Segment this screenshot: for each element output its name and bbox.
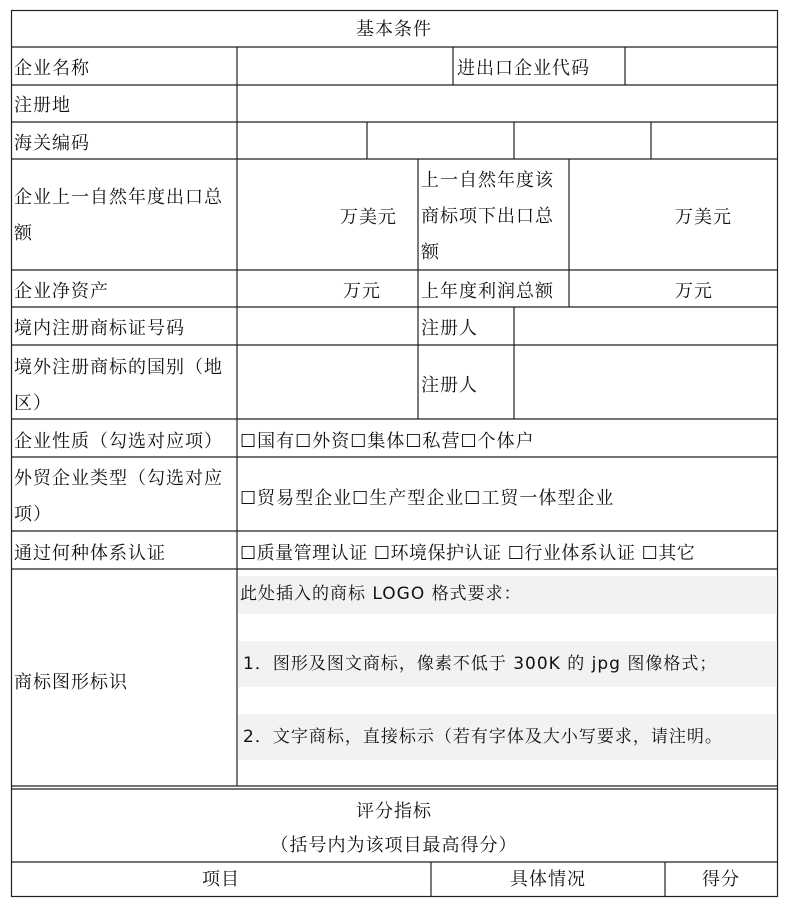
logo-req-title: 此处插入的商标 LOGO 格式要求： xyxy=(240,584,522,604)
logo-req-1: 1．图形及图文商标，像素不低于 300K 的 jpg 图像格式； xyxy=(243,654,718,674)
col-header-item: 项目 xyxy=(202,869,240,890)
label-customs-code: 海关编码 xyxy=(14,133,90,154)
label-company-name: 企业名称 xyxy=(14,58,90,79)
label-enterprise-nature: 企业性质（勾选对应项） xyxy=(14,431,223,452)
scoring-subtitle: （括号内为该项目最高得分） xyxy=(270,835,518,856)
label-trade-type: 外贸企业类型（勾选对应项） xyxy=(14,468,223,525)
label-foreign-tm: 境外注册商标的国别（地区） xyxy=(14,357,223,414)
label-registrant-1: 注册人 xyxy=(421,318,478,339)
label-trademark-export: 上一自然年度该商标项下出口总额 xyxy=(421,170,554,263)
unit-usd-2: 万美元 xyxy=(675,207,732,228)
label-registrant-2: 注册人 xyxy=(421,375,478,396)
label-ie-code: 进出口企业代码 xyxy=(457,58,590,79)
label-certification: 通过何种体系认证 xyxy=(14,543,166,564)
label-domestic-tm: 境内注册商标证号码 xyxy=(14,318,185,339)
label-logo: 商标图形标识 xyxy=(14,672,128,693)
certification-checkboxes[interactable]: ☐质量管理认证 ☐环境保护认证 ☐行业体系认证 ☐其它 xyxy=(240,543,696,564)
col-header-score: 得分 xyxy=(702,869,740,890)
unit-usd: 万美元 xyxy=(340,207,397,228)
label-export-total: 企业上一自然年度出口总额 xyxy=(14,187,223,244)
label-net-assets: 企业净资产 xyxy=(14,281,109,302)
section-title-scoring: 评分指标 xyxy=(356,801,432,822)
unit-cny-2: 万元 xyxy=(675,281,713,302)
section-title-basic: 基本条件 xyxy=(356,19,432,40)
logo-req-2: 2．文字商标，直接标示（若有字体及大小写要求，请注明。 xyxy=(243,727,723,747)
label-reg-place: 注册地 xyxy=(14,95,71,116)
col-header-detail: 具体情况 xyxy=(510,869,586,890)
nature-checkboxes[interactable]: ☐国有☐外资☐集体☐私营☐个体户 xyxy=(240,431,535,452)
trade-type-checkboxes[interactable]: ☐贸易型企业☐生产型企业☐工贸一体型企业 xyxy=(240,488,615,509)
label-last-year-profit: 上年度利润总额 xyxy=(421,281,554,302)
unit-cny: 万元 xyxy=(343,281,381,302)
